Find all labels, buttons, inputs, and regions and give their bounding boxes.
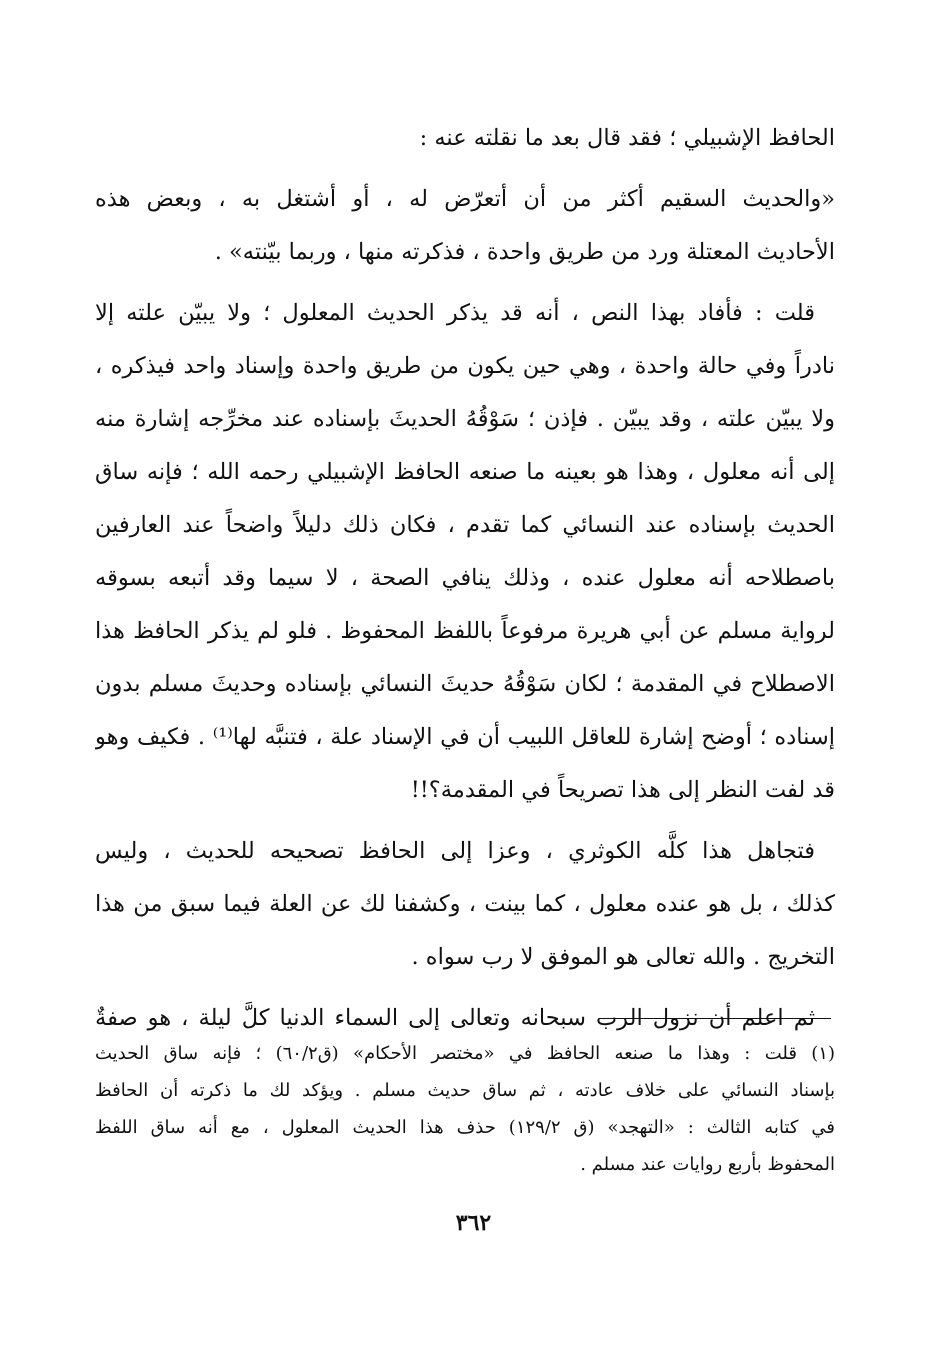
quote-line: «والحديث السقيم أكثر من أن أتعرّض له ، أو أشتغل به ، وبعض هذه [95,186,835,212]
text-line: الحديث بإسناده عند النسائي كما تقدم ، فكان ذلك دليلاً واضحاً عند العارفين [95,512,835,538]
text-line: فتجاهل هذا كلَّه الكوثري ، وعزا إلى الحافظ تصحيحه للحديث ، وليس [95,838,815,864]
text-line: باصطلاحه أنه معلول عنده ، وذلك ينافي الصحة ، لا سيما وقد أتبعه بسوقه [95,565,835,591]
text-line: نادراً وفي حالة واحدة ، وهي حين يكون من طريق واحدة وإسناد واحد فيذكره ، [95,353,835,379]
text-line: لرواية مسلم عن أبي هريرة مرفوعاً باللفظ المحفوظ . فلو لم يذكر الحافظ هذا [95,618,835,644]
text-line: قد لفت النظر إلى هذا تصريحاً في المقدمة؟!! [410,777,835,803]
text-line: ولا يبيّن علته ، وقد يبيّن . فإذن ؛ سَوْقُهُ الحديثَ بإسناده عند مخرِّجه إشارة منه [95,406,835,432]
text-line: ثم اعلم أن نزول الرب سبحانه وتعالى إلى السماء الدنيا كلَّ ليلة ، هو صفةٌ [95,1005,815,1031]
footnote-block [95,1035,835,1183]
footnote-line: بإسناد النسائي على خلاف عادته ، ثم ساق حديث مسلم . ويؤكد لك ما ذكرته أن الحافظ [95,1080,835,1101]
footnote-line: (١) قلت : وهذا ما صنعه الحافظ في «مختصر الأحكام» (ق٦٠/٢) ؛ فإنه ساق الحديث [95,1043,835,1064]
text-line: إسناده ؛ أوضح إشارة للعاقل اللبيب أن في الإسناد علة ، فتنبَّه لها⁽¹⁾ . فكيف وهو [95,724,835,750]
text-line: إلى أنه معلول ، وهذا هو بعينه ما صنعه الحافظ الإشبيلي رحمه الله ؛ فإنه ساق [95,459,835,485]
main-text [95,112,835,1045]
text-line: قلت : فأفاد بهذا النص ، أنه قد يذكر الحديث المعلول ؛ ولا يبيّن علته إلا [95,300,815,326]
text-line: الاصطلاح في المقدمة ؛ لكان سَوْقُهُ حديثَ النسائي بإسناده وحديثَ مسلم بدون [95,671,835,697]
footnote-line: في كتابه الثالث : «التهجد» (ق ١٢٩/٢) حذف هذا الحديث المعلول ، مع أنه ساق اللفظ [95,1117,835,1138]
footnote-line: المحفوظ بأربع روايات عند مسلم . [580,1154,835,1175]
footnote-separator [599,1018,831,1019]
text-line: كذلك ، بل هو عنده معلول ، كما بينت ، وكشفنا لك عن العلة فيما سبق من هذا [95,891,835,917]
text-line: الحافظ الإشبيلي ؛ فقد قال بعد ما نقلته عنه : [419,125,835,151]
text-line: التخريج . والله تعالى هو الموفق لا رب سواه . [411,944,835,970]
quote-line: الأحاديث المعتلة ورد من طريق واحدة ، فذكرته منها ، وربما بيّنته» . [214,239,835,265]
page-number: ٣٦٢ [455,1210,492,1236]
